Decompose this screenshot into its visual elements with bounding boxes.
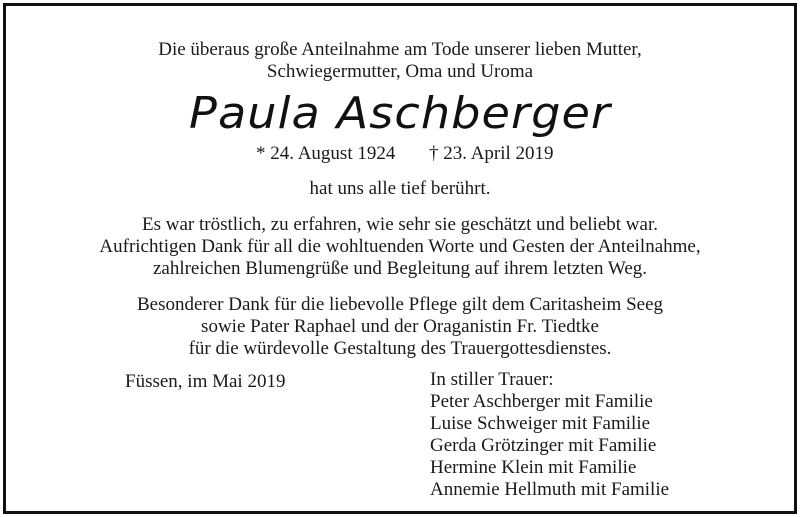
obituary-notice — [3, 3, 797, 514]
death-date: † 23. April 2019 — [429, 143, 554, 164]
paragraph2-line-2: sowie Pater Raphael und der Oraganistin Fr. Tiedtke — [201, 316, 599, 337]
mourner-name: Hermine Klein mit Familie — [430, 457, 637, 478]
birth-date: * 24. August 1924 — [256, 143, 396, 164]
mourners-heading: In stiller Trauer: — [430, 369, 554, 390]
mourner-name: Peter Aschberger mit Familie — [430, 391, 653, 412]
mourner-name: Gerda Grötzinger mit Familie — [430, 435, 657, 456]
paragraph2-line-3: für die würdevolle Gestaltung des Trauergottesdienstes. — [188, 338, 612, 359]
paragraph1-line-1: Es war tröstlich, zu erfahren, wie sehr sie geschätzt und beliebt war. — [142, 214, 658, 235]
mourners-list — [430, 369, 669, 501]
intro-line-1: Die überaus große Anteilnahme am Tode unserer lieben Mutter, — [158, 39, 642, 60]
mourner-name: Luise Schweiger mit Familie — [430, 413, 651, 434]
touched-line: hat uns alle tief berührt. — [309, 178, 491, 199]
paragraph2-line-1: Besonderer Dank für die liebevolle Pflege gilt dem Caritasheim Seeg — [136, 294, 664, 315]
intro-line-2: Schwiegermutter, Oma und Uroma — [266, 61, 534, 82]
deceased-name: Paula Aschberger — [189, 88, 611, 139]
mourner-name: Annemie Hellmuth mit Familie — [430, 479, 670, 500]
paragraph1-line-2: Aufrichtigen Dank für all die wohltuenden Worte und Gesten der Anteilnahme, — [99, 236, 701, 257]
place-date: Füssen, im Mai 2019 — [125, 371, 286, 392]
paragraph1-line-3: zahlreichen Blumengrüße und Begleitung auf ihrem letzten Weg. — [152, 258, 648, 279]
